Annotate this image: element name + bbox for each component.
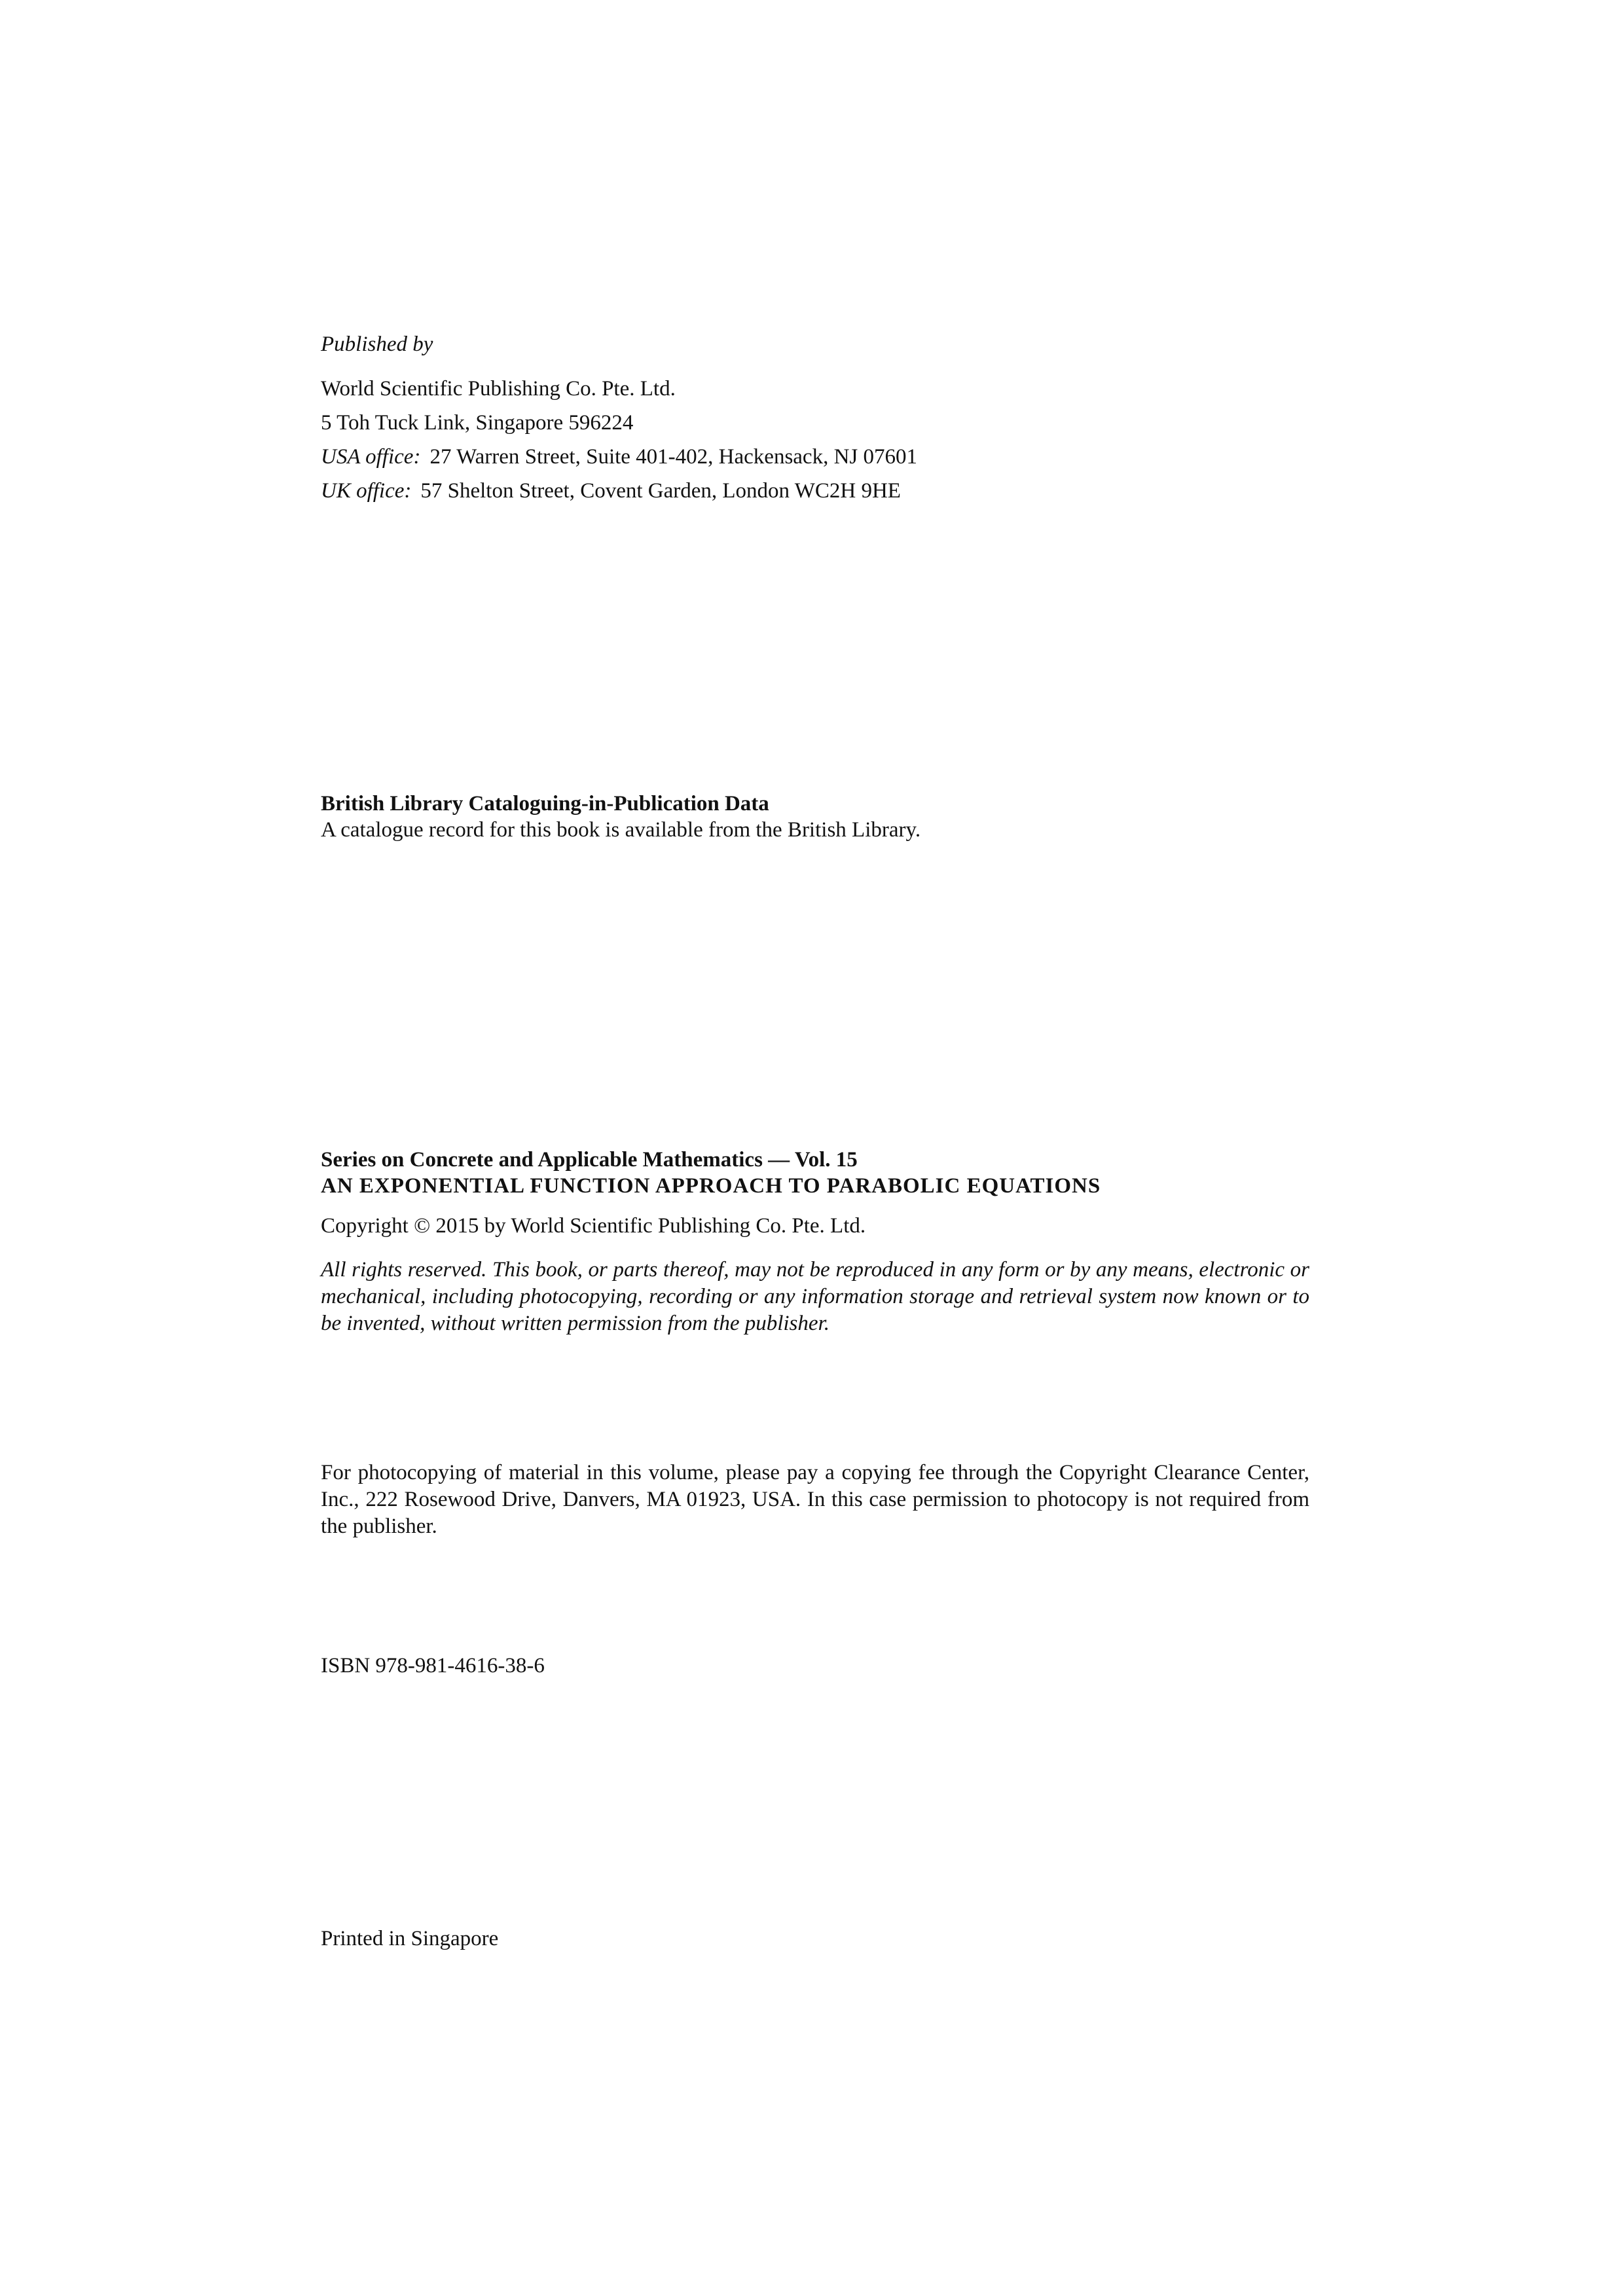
book-title: AN EXPONENTIAL FUNCTION APPROACH TO PARABOLIC EQUATIONS — [321, 1174, 1101, 1198]
rights-statement: All rights reserved. This book, or parts thereof, may not be reproduced in any form or by any means, electronic or mechanical, including photocopying, recording or any information storage and retrieval system now known or to be invented, without written permission from the publisher. — [321, 1258, 1309, 1335]
series-name: Series on Concrete and Applicable Mathematics — Vol. 15 — [321, 1148, 858, 1172]
usa-office-label: USA office: — [321, 445, 421, 469]
isbn-line: ISBN 978-981-4616-38-6 — [321, 1654, 545, 1677]
series-block — [321, 1147, 1309, 1199]
catalog-text: A catalogue record for this book is available from the British Library. — [321, 818, 921, 842]
uk-office-label: UK office: — [321, 479, 412, 503]
usa-office-address: 27 Warren Street, Suite 401-402, Hackensack, NJ 07601 — [429, 445, 917, 469]
usa-office-line — [321, 440, 1309, 474]
uk-office-line — [321, 474, 1309, 508]
photocopy-notice: For photocopying of material in this volume, please pay a copying fee through the Copyright Clearance Center, Inc., 222 Rosewood Drive, Danvers, MA 01923, USA. In this case permission to photocopy is not required from the publisher. — [321, 1461, 1309, 1538]
copyright-line: Copyright © 2015 by World Scientific Publishing Co. Pte. Ltd. — [321, 1214, 866, 1238]
published-by-label: Published by — [321, 332, 433, 356]
printed-in-line: Printed in Singapore — [321, 1927, 499, 1950]
catalog-heading: British Library Cataloguing-in-Publication Data — [321, 792, 769, 816]
publisher-name: World Scientific Publishing Co. Pte. Ltd. — [321, 377, 676, 401]
catalog-block — [321, 791, 1309, 843]
uk-office-address: 57 Shelton Street, Covent Garden, London WC2H 9HE — [420, 479, 901, 503]
publisher-address-block — [321, 372, 1309, 508]
publisher-address: 5 Toh Tuck Link, Singapore 596224 — [321, 411, 634, 435]
